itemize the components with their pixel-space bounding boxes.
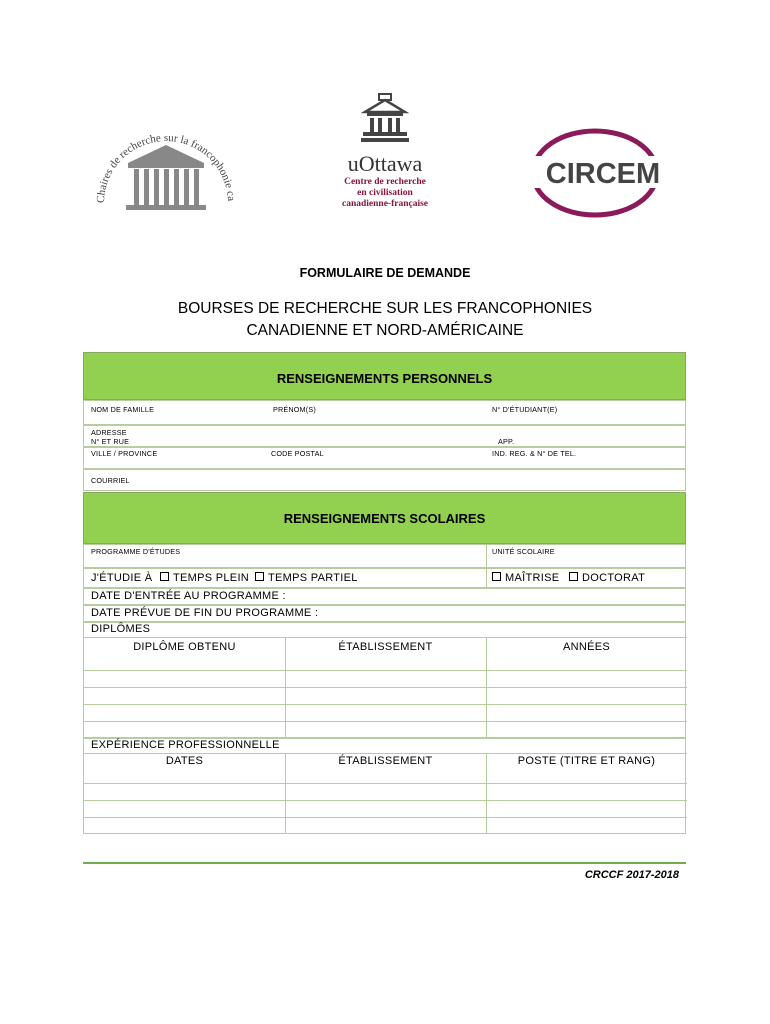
academic-section-title: RENSEIGNEMENTS SCOLAIRES — [283, 511, 486, 526]
study-status-row — [83, 568, 686, 588]
building-icon — [361, 92, 409, 144]
part-time-checkbox[interactable] — [255, 572, 264, 581]
diploma-column-header: DIPLÔME OBTENU — [133, 641, 236, 653]
entry-date-row[interactable] — [83, 588, 686, 605]
doctorate-checkbox[interactable] — [569, 572, 578, 581]
masters-option[interactable]: MAÎTRISE — [492, 572, 559, 584]
svg-text:Chaires de recherche sur la fr: Chaires de recherche sur la francophonie ca — [94, 131, 238, 204]
footer-code: CRCCF 2017-2018 — [584, 869, 679, 881]
diplomas-label: DIPLÔMES — [91, 623, 151, 635]
doctorate-option[interactable]: DOCTORAT — [569, 572, 645, 584]
full-time-option[interactable]: TEMPS PLEIN — [160, 572, 249, 584]
footer-divider — [83, 862, 686, 864]
uottawa-sub-3: canadienne-française — [341, 199, 429, 209]
uottawa-wordmark: uOttawa — [347, 151, 423, 176]
experience-table — [83, 738, 686, 834]
circem-logo — [525, 128, 685, 218]
personal-section-header — [83, 352, 686, 400]
years-column-header: ANNÉES — [562, 641, 611, 653]
uottawa-sub-2: en civilisation — [357, 188, 413, 198]
full-time-checkbox[interactable] — [160, 572, 169, 581]
apartment-label: APP. — [498, 437, 515, 446]
email-row[interactable] — [83, 469, 686, 491]
application-form — [83, 352, 686, 852]
experience-institution-column-header: ÉTABLISSEMENT — [338, 755, 433, 767]
main-title — [0, 298, 770, 342]
position-column-header: POSTE (TITRE ET RANG) — [517, 755, 656, 767]
form-title: FORMULAIRE DE DEMANDE — [299, 266, 471, 280]
city-row[interactable] — [83, 447, 686, 469]
dates-column-header: DATES — [165, 755, 204, 767]
program-label: PROGRAMME D'ÉTUDES — [91, 547, 181, 556]
academic-section-header — [83, 492, 686, 544]
masters-checkbox[interactable] — [492, 572, 501, 581]
street-label: N° ET RUE — [91, 437, 130, 446]
entry-date-label: DATE D'ENTRÉE AU PROGRAMME : — [91, 590, 286, 602]
personal-section-title: RENSEIGNEMENTS PERSONNELS — [276, 371, 493, 386]
postal-code-label: CODE POSTAL — [271, 449, 324, 458]
unit-label: UNITÉ SCOLAIRE — [492, 547, 555, 556]
address-label: ADRESSE — [91, 428, 127, 437]
part-time-option[interactable]: TEMPS PARTIEL — [255, 572, 358, 584]
main-title-line-2: CANADIENNE ET NORD-AMÉRICAINE — [246, 322, 524, 339]
uottawa-logo — [330, 92, 440, 222]
name-row[interactable] — [83, 400, 686, 425]
main-title-line-1: BOURSES DE RECHERCHE SUR LES FRANCOPHONIES — [177, 300, 593, 317]
address-row[interactable] — [83, 425, 686, 447]
phone-label: IND. REG. & N° DE TEL. — [492, 449, 577, 458]
svg-text:CIRCEM: CIRCEM — [545, 158, 661, 190]
experience-label: EXPÉRIENCE PROFESSIONNELLE — [91, 739, 280, 751]
email-label: COURRIEL — [91, 476, 130, 485]
diplomas-table — [83, 622, 686, 738]
chaires-logo — [90, 105, 240, 225]
student-number-label: N° D'ÉTUDIANT(E) — [492, 405, 558, 414]
study-label: J'ÉTUDIE À — [91, 572, 153, 584]
end-date-label: DATE PRÉVUE DE FIN DU PROGRAMME : — [91, 607, 319, 619]
uottawa-sub-1: Centre de recherche — [344, 177, 426, 187]
institution-column-header: ÉTABLISSEMENT — [338, 641, 433, 653]
program-row[interactable] — [83, 544, 686, 568]
end-date-row[interactable] — [83, 605, 686, 622]
first-name-label: PRÉNOM(S) — [273, 405, 316, 414]
last-name-label: NOM DE FAMILLE — [91, 405, 155, 414]
city-province-label: VILLE / PROVINCE — [91, 449, 158, 458]
